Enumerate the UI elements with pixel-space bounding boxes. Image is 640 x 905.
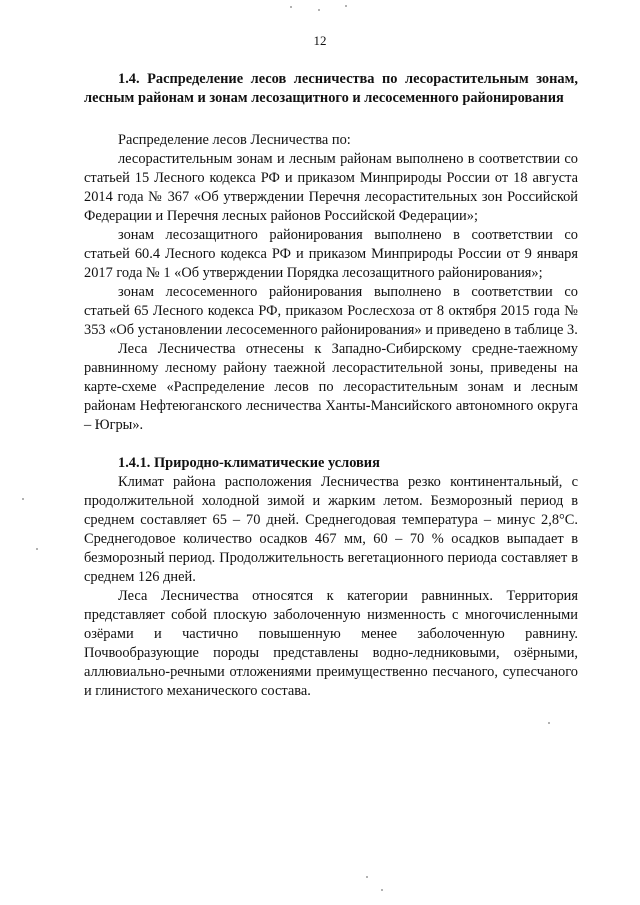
section-paragraph: зонам лесозащитного районирования выполнено в соответствии со статьей 60.4 Лесного кодекса РФ и приказом Минприроды России от 9 января 2017 года № 1 «Об утверждении Порядка лесозащитного районирования»; — [84, 227, 578, 281]
scan-speck — [36, 548, 38, 550]
section-paragraph: Распределение лесов Лесничества по: — [118, 132, 351, 148]
scan-speck — [318, 9, 320, 11]
spacer — [84, 435, 578, 454]
subsection-heading: 1.4.1. Природно-климатические условия — [118, 455, 380, 471]
section-paragraph: зонам лесосеменного районирования выполнено в соответствии со статьей 65 Лесного кодекса РФ, приказом Рослесхоза от 8 октября 2015 года № 353 «Об установлении лесосеменного районирования» и приведено в таблице 3. — [84, 284, 578, 338]
scan-speck — [548, 722, 550, 724]
scan-speck — [381, 889, 383, 891]
subsection-paragraph: Леса Лесничества относятся к категории равнинных. Территория представляет собой плоскую заболоченную низменность с многочисленными озёрами и частично повышенную менее заболоченную равнину. Почвообразующие породы представлены водно-ледниковыми, озёрными, аллювиально-речными отложениями преимущественно песчаного, супесчаного и глинистого механического состава. — [84, 588, 578, 699]
spacer — [84, 108, 578, 131]
section-paragraph: лесорастительным зонам и лесным районам выполнено в соответствии со статьей 15 Лесного кодекса РФ и приказом Минприроды России от 18 августа 2014 года № 367 «Об утверждении Перечня лесорастительных зон Российской Федерации и Перечня лесных районов Российской Федерации»; — [84, 151, 578, 224]
scan-speck — [290, 6, 292, 8]
subsection-paragraph: Климат района расположения Лесничества резко континентальный, с продолжительной холодной зимой и жарким летом. Безморозный период в среднем составляет 65 – 70 дней. Среднегодовая температура – минус 2,8°С. Среднегодовое количество осадков 467 мм, 60 – 70 % осадков выпадает в безморозный период. Продолжительность вегетационного периода составляет в среднем 126 дней. — [84, 474, 578, 585]
section-paragraph: Леса Лесничества отнесены к Западно-Сибирскому средне-таежному равнинному лесному району таежной лесорастительной зоны, приведены на карте-схеме «Распределение лесов по лесорастительным зонам и лесным районам Нефтеюганского лесничества Ханты-Мансийского автономного округа – Югры». — [84, 341, 578, 433]
scan-speck — [345, 5, 347, 7]
document-body — [84, 70, 578, 701]
page-number: 12 — [313, 33, 327, 48]
section-heading: 1.4. Распределение лесов лесничества по лесорастительным зонам, лесным районам и зонам лесозащитного и лесосеменного районирования — [84, 71, 578, 106]
scan-speck — [366, 876, 368, 878]
scan-speck — [22, 498, 24, 500]
